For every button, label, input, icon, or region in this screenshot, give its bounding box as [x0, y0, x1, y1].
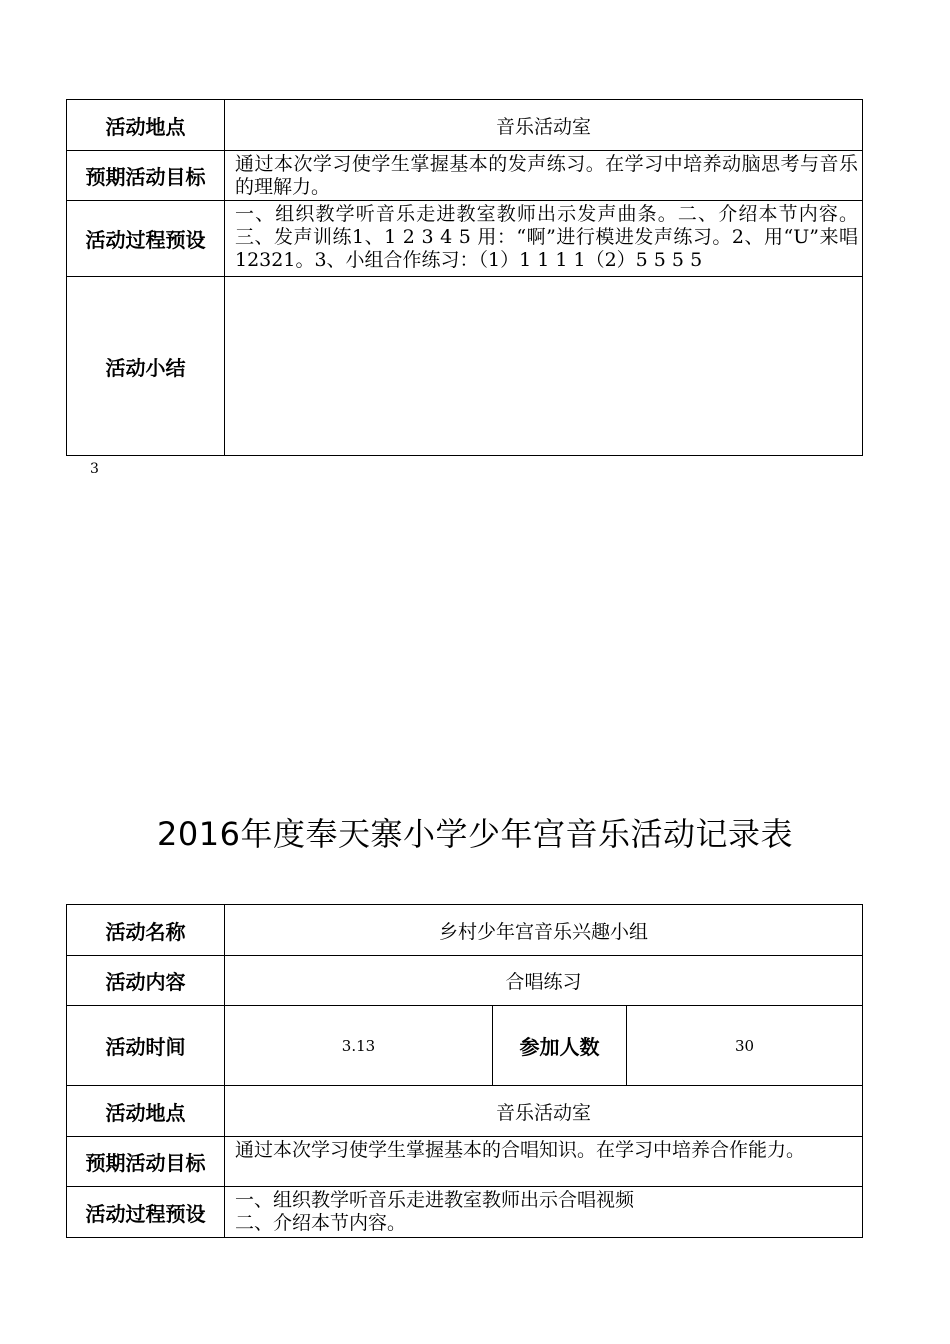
location-row-2 [67, 1086, 863, 1137]
content-label: 活动内容 [67, 956, 225, 1006]
process-value: 一、组织教学听音乐走进教室教师出示发声曲条。二、介绍本节内容。三、发声训练1、1 2 3 4 5 用：“啊”进行模进发声练习。2、用“U”来唱12321。3、小组合作练习：（1）1 1 1 1（2）5 5 5 5 [225, 201, 863, 277]
process-label-2: 活动过程预设 [67, 1187, 225, 1238]
summary-value [225, 277, 863, 456]
process-line-1: 一、组织教学听音乐走进教室教师出示合唱视频 [235, 1189, 635, 1211]
time-value: 3.13 [225, 1006, 493, 1086]
summary-row [67, 277, 863, 456]
process-label: 活动过程预设 [67, 201, 225, 277]
goal-label: 预期活动目标 [67, 151, 225, 201]
page-number: 3 [90, 461, 99, 477]
goal-row-2 [67, 1137, 863, 1187]
summary-label: 活动小结 [67, 277, 225, 456]
process-row-2 [67, 1187, 863, 1238]
location-label: 活动地点 [67, 100, 225, 151]
process-line-2: 二、介绍本节内容。 [235, 1212, 407, 1234]
name-value: 乡村少年宫音乐兴趣小组 [225, 905, 863, 956]
activity-record-table-1 [66, 99, 863, 456]
location-value-2: 音乐活动室 [225, 1086, 863, 1137]
time-row [67, 1006, 863, 1086]
goal-value-2: 通过本次学习使学生掌握基本的合唱知识。在学习中培养合作能力。 [225, 1137, 863, 1187]
name-label: 活动名称 [67, 905, 225, 956]
process-row [67, 201, 863, 277]
goal-label-2: 预期活动目标 [67, 1137, 225, 1187]
time-label: 活动时间 [67, 1006, 225, 1086]
activity-record-table-2 [66, 904, 863, 1238]
page-title: 2016年度奉天寨小学少年宫音乐活动记录表 [157, 815, 793, 853]
content-value: 合唱练习 [225, 956, 863, 1006]
location-label-2: 活动地点 [67, 1086, 225, 1137]
content-row [67, 956, 863, 1006]
goal-value: 通过本次学习使学生掌握基本的发声练习。在学习中培养动脑思考与音乐的理解力。 [225, 151, 863, 201]
location-row [67, 100, 863, 151]
participants-value: 30 [627, 1006, 863, 1086]
goal-row [67, 151, 863, 201]
participants-label: 参加人数 [493, 1006, 627, 1086]
process-value-2 [225, 1187, 863, 1238]
name-row [67, 905, 863, 956]
location-value: 音乐活动室 [225, 100, 863, 151]
